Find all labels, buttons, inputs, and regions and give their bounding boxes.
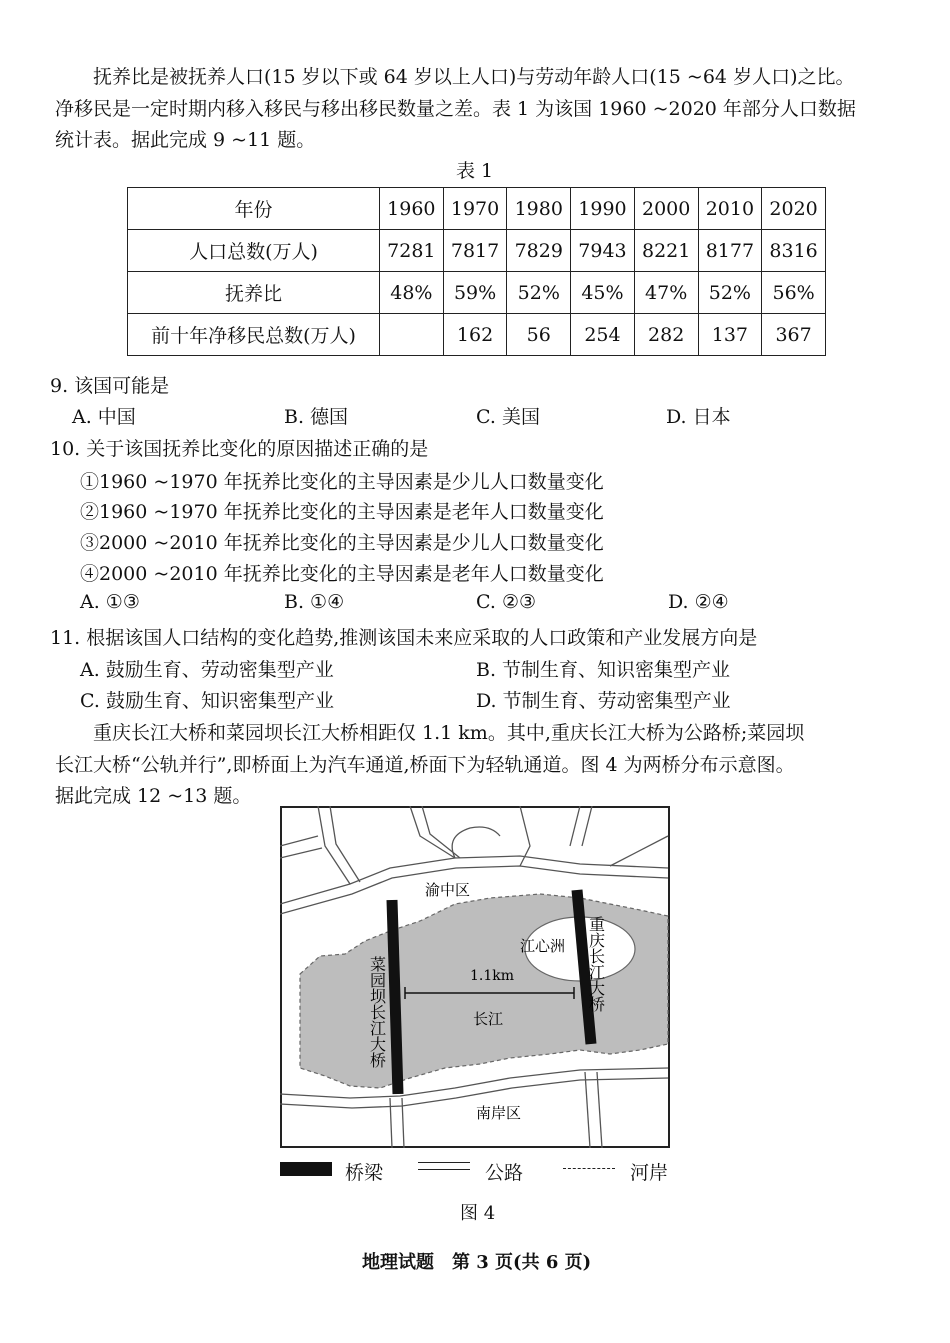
table-cell: 7281 bbox=[380, 230, 444, 272]
legend-bank-label: 河岸 bbox=[630, 1162, 669, 1184]
table-row bbox=[128, 314, 826, 356]
table-cell: 48% bbox=[380, 272, 444, 314]
table-cell: 7817 bbox=[443, 230, 507, 272]
row-label: 前十年净移民总数(万人) bbox=[128, 314, 380, 356]
year-cell: 2010 bbox=[698, 188, 762, 230]
table-cell: 56 bbox=[507, 314, 571, 356]
population-table bbox=[127, 187, 826, 356]
table-cell: 162 bbox=[443, 314, 507, 356]
option-a[interactable]: A. ①③ bbox=[80, 591, 140, 613]
table-cell: 8221 bbox=[634, 230, 698, 272]
option-b[interactable]: B. 德国 bbox=[284, 406, 349, 428]
table-cell: 7829 bbox=[507, 230, 571, 272]
question-11-stem: 11. 根据该国人口结构的变化趋势,推测该国未来应采取的人口政策和产业发展方向是 bbox=[50, 627, 758, 649]
option-b[interactable]: B. ①④ bbox=[284, 591, 345, 613]
table-cell: 56% bbox=[762, 272, 826, 314]
label-bridge-left: 菜园坝长江大桥 bbox=[367, 956, 387, 1068]
row-label: 人口总数(万人) bbox=[128, 230, 380, 272]
year-cell: 2000 bbox=[634, 188, 698, 230]
table-cell: 52% bbox=[698, 272, 762, 314]
intro2-line-2: 长江大桥“公轨并行”,即桥面上为汽车通道,桥面下为轻轨通道。图 4 为两桥分布示意图。 bbox=[55, 754, 795, 776]
row-label: 抚养比 bbox=[128, 272, 380, 314]
year-cell: 1990 bbox=[571, 188, 635, 230]
option-b[interactable]: B. 节制生育、知识密集型产业 bbox=[476, 659, 731, 681]
option-d[interactable]: D. 日本 bbox=[666, 406, 731, 428]
table-cell bbox=[380, 314, 444, 356]
option-c[interactable]: C. 鼓励生育、知识密集型产业 bbox=[80, 690, 334, 712]
intro2-line-3: 据此完成 12 ~13 题。 bbox=[55, 785, 252, 807]
label-bridge-right: 重庆长江大桥 bbox=[586, 916, 606, 1012]
table-cell: 254 bbox=[571, 314, 635, 356]
table-caption: 表 1 bbox=[456, 160, 494, 182]
legend-road-swatch bbox=[418, 1162, 470, 1170]
table-cell: 47% bbox=[634, 272, 698, 314]
table-cell: 282 bbox=[634, 314, 698, 356]
option-d[interactable]: D. ②④ bbox=[668, 591, 729, 613]
table-header-label: 年份 bbox=[128, 188, 380, 230]
year-cell: 2020 bbox=[762, 188, 826, 230]
table-cell: 45% bbox=[571, 272, 635, 314]
legend-bridge-swatch bbox=[280, 1162, 332, 1176]
label-nanan: 南岸区 bbox=[476, 1104, 522, 1122]
bridge-map bbox=[280, 806, 670, 1148]
page-footer: 地理试题 第 3 页(共 6 页) bbox=[362, 1252, 592, 1273]
label-island: 江心洲 bbox=[520, 937, 566, 955]
intro-line-2: 净移民是一定时期内移入移民与移出移民数量之差。表 1 为该国 1960 ~2020 年部分人口数据 bbox=[55, 98, 856, 120]
table-cell: 8177 bbox=[698, 230, 762, 272]
question-10-stem: 10. 关于该国抚养比变化的原因描述正确的是 bbox=[50, 438, 429, 460]
table-cell: 137 bbox=[698, 314, 762, 356]
table-cell: 7943 bbox=[571, 230, 635, 272]
figure-caption: 图 4 bbox=[460, 1203, 496, 1224]
label-river: 长江 bbox=[473, 1010, 504, 1028]
label-yuzhong: 渝中区 bbox=[425, 881, 471, 899]
intro-line-1: 抚养比是被抚养人口(15 岁以下或 64 岁以上人口)与劳动年龄人口(15 ~64 岁人口)之比。 bbox=[93, 66, 855, 88]
intro2-line-1: 重庆长江大桥和菜园坝长江大桥相距仅 1.1 km。其中,重庆长江大桥为公路桥;菜园坝 bbox=[93, 722, 805, 744]
statement-4: ④2000 ~2010 年抚养比变化的主导因素是老年人口数量变化 bbox=[80, 563, 604, 585]
table-cell: 52% bbox=[507, 272, 571, 314]
option-d[interactable]: D. 节制生育、劳动密集型产业 bbox=[476, 690, 731, 712]
table-cell: 59% bbox=[443, 272, 507, 314]
table-cell: 8316 bbox=[762, 230, 826, 272]
legend-bridge-label: 桥梁 bbox=[345, 1162, 384, 1184]
year-cell: 1980 bbox=[507, 188, 571, 230]
legend-road-label: 公路 bbox=[485, 1162, 524, 1184]
intro-line-3: 统计表。据此完成 9 ~11 题。 bbox=[55, 129, 316, 151]
table-header-row bbox=[128, 188, 826, 230]
option-c[interactable]: C. 美国 bbox=[476, 406, 540, 428]
table-cell: 367 bbox=[762, 314, 826, 356]
option-c[interactable]: C. ②③ bbox=[476, 591, 537, 613]
question-9-stem: 9. 该国可能是 bbox=[50, 375, 170, 397]
bridge-left-bar bbox=[392, 900, 398, 1094]
statement-1: ①1960 ~1970 年抚养比变化的主导因素是少儿人口数量变化 bbox=[80, 471, 604, 493]
statement-2: ②1960 ~1970 年抚养比变化的主导因素是老年人口数量变化 bbox=[80, 501, 604, 523]
table-row bbox=[128, 272, 826, 314]
option-a[interactable]: A. 鼓励生育、劳动密集型产业 bbox=[80, 659, 334, 681]
statement-3: ③2000 ~2010 年抚养比变化的主导因素是少儿人口数量变化 bbox=[80, 532, 604, 554]
label-distance: 1.1km bbox=[470, 968, 515, 984]
table-row bbox=[128, 230, 826, 272]
year-cell: 1960 bbox=[380, 188, 444, 230]
option-a[interactable]: A. 中国 bbox=[72, 406, 136, 428]
year-cell: 1970 bbox=[443, 188, 507, 230]
legend-bank-swatch bbox=[563, 1168, 615, 1169]
